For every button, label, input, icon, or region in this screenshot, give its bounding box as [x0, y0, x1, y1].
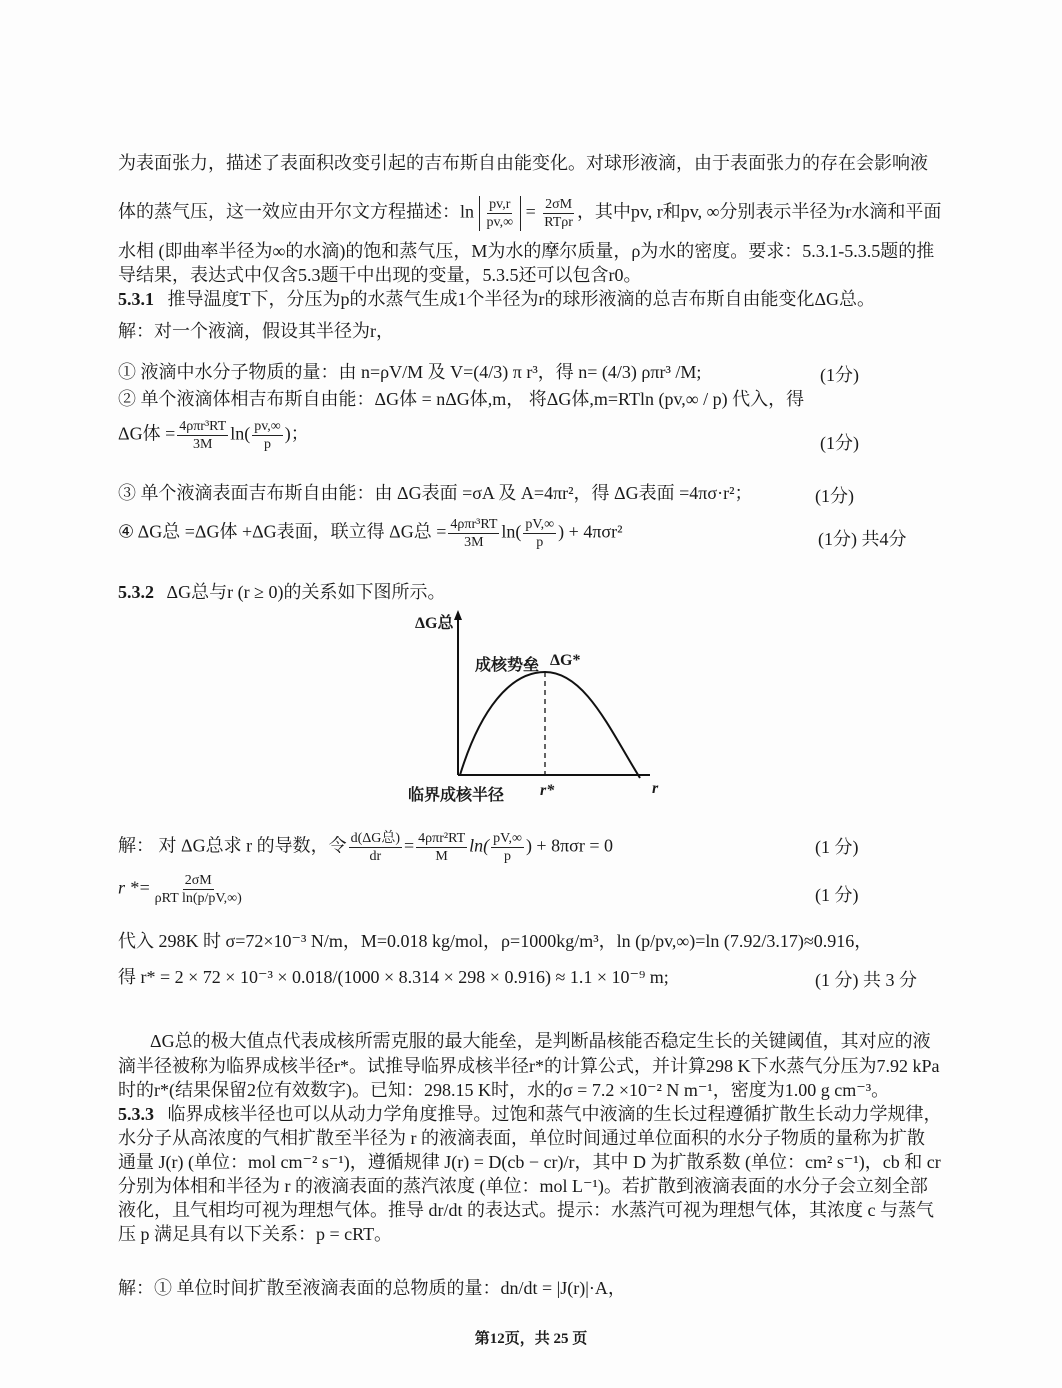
- kelvin-rhs-numerator: 2σM: [545, 197, 573, 212]
- numerator: 4ρπr²RT: [418, 831, 466, 846]
- numerator: 2σM: [184, 873, 212, 888]
- intro-line-2: 体的蒸气压，这一效应由开尔文方程描述：ln $\frac{pv,r}{pv,\infty}$ = $\frac{2\sigma M}{\text{RTρr}}$ ，其中pv, r和pv, ∞分别表示半径为r水滴和平面: [118, 197, 942, 230]
- question-text: ΔG总与r (r ≥ 0)的关系如下图所示。: [166, 582, 446, 602]
- score: (1分): [815, 486, 854, 506]
- equals: =: [404, 835, 415, 856]
- y-axis-label: ΔG总: [415, 615, 454, 632]
- text: 体的蒸气压，这一效应由开尔文方程描述：ln: [118, 201, 474, 222]
- score: (1 分) 共 3 分: [815, 970, 917, 990]
- text: ，其中pv, r和pv, ∞分别表示半径为r水滴和平面: [576, 201, 942, 222]
- lhs: r *=: [118, 877, 151, 898]
- kelvin-numerator: pv,r: [489, 197, 511, 212]
- ln: ln(: [469, 835, 490, 856]
- numerator: pV,∞: [525, 517, 555, 532]
- numerator: d(ΔG总): [350, 831, 401, 846]
- solution-result: 得 r* = 2 × 72 × 10⁻³ × 0.018/(1000 × 8.314 × 298 × 0.916) ≈ 1.1 × 10⁻⁹ m;: [118, 967, 669, 987]
- solution-derivative: [118, 830, 613, 865]
- paragraph-line-3: 时的r*(结果保留2位有效数字)。已知：298.15 K时，水的σ = 7.2 ×10⁻² N m⁻¹，密度为1.00 g cm⁻³。: [118, 1080, 890, 1100]
- score: (1 分): [815, 885, 859, 905]
- step-4: [118, 516, 623, 551]
- intro-line-3: 水相 (即曲率半径为∞的水滴)的饱和蒸气压，M为水的摩尔质量，ρ为水的密度。要求：5.3.1-5.3.5题的推: [118, 241, 935, 261]
- kelvin-rhs-denominator: RTρr: [544, 215, 573, 230]
- barrier-label: 成核势垒: [475, 657, 540, 674]
- numerator: 4ρπr³RT: [179, 419, 227, 434]
- question-5-3-3: [118, 1103, 942, 1125]
- question-5-3-2: [118, 581, 445, 603]
- step-3: ③ 单个液滴表面吉布斯自由能：由 ΔG表面 =σA 及 A=4πr²，得 ΔG表面 =4πσ·r²；: [118, 483, 753, 503]
- question-5-3-1: [118, 288, 875, 310]
- energy-curve: [460, 672, 640, 778]
- lhs: ΔG体 =: [118, 423, 176, 444]
- numerator: 4ρπr³RT: [450, 517, 498, 532]
- denominator: 3M: [192, 437, 213, 452]
- paragraph-line-2: 滴半径被称为临界成核半径r*。试推导临界成核半径r*的计算公式，并计算298 K下水蒸气分压为7.92 kPa: [118, 1056, 940, 1076]
- q533-line-5: 液化，且气相均可视为理想气体。推导 dr/dt 的表达式。提示：水蒸汽可视为理想气体，其浓度 c 与蒸气: [118, 1200, 934, 1220]
- y-axis-arrow-icon: [454, 610, 462, 620]
- rstar-label: r*: [540, 782, 555, 799]
- question-number: 5.3.2: [118, 582, 154, 602]
- ln: ln(: [501, 521, 522, 542]
- peak-label: ΔG*: [550, 652, 581, 669]
- kelvin-denominator: pv,∞: [486, 215, 514, 230]
- question-text: 临界成核半径也可以从动力学角度推导。过饱和蒸气中液滴的生长过程遵循扩散生长动力学规律，: [167, 1104, 942, 1124]
- step-2: ② 单个液滴体相吉布斯自由能：ΔG体 = nΔG体,m， 将ΔG体,m=RTln (pv,∞ / p) 代入，得: [118, 389, 805, 409]
- question-text: 推导温度T下，分压为p的水蒸气生成1个半径为r的球形液滴的总吉布斯自由能变化ΔG总。: [167, 289, 876, 309]
- intro-line-4: 导结果，表达式中仅含5.3题干中出现的变量，5.3.5还可以包含r0。: [118, 265, 642, 285]
- q533-solution-1: 解：① 单位时间扩散至液滴表面的总物质的量：dn/dt = |J(r)|·A，: [118, 1278, 626, 1298]
- denominator: p: [263, 437, 271, 452]
- text: ) + 8πσr = 0: [525, 835, 614, 856]
- solution-rstar: [118, 872, 246, 907]
- denominator: p: [504, 849, 512, 864]
- denominator: dr: [369, 849, 382, 864]
- numerator: pv,∞: [254, 419, 281, 434]
- question-number: 5.3.3: [118, 1104, 154, 1124]
- numerator: pV,∞: [493, 831, 522, 846]
- solution-substitution: 代入 298K 时 σ=72×10⁻³ N/m，M=0.018 kg/mol，ρ=1000kg/m³，ln (p/pv,∞)=ln (7.92/3.17)≈0.916，: [118, 931, 873, 951]
- q533-line-6: 压 p 满足具有以下关系：p = cRT。: [118, 1224, 393, 1244]
- denominator: 3M: [464, 535, 484, 550]
- q533-line-4: 分别为体相和半径为 r 的液滴表面的蒸汽浓度 (单位：mol L⁻¹)。若扩散到液滴表面的水分子会立刻全部: [118, 1176, 928, 1196]
- page-footer: 第12页，共 25 页: [474, 1331, 588, 1347]
- solution-intro: 解：对一个液滴，假设其半径为r，: [118, 321, 394, 341]
- q533-line-2: 水分子从高浓度的气相扩散至半径为 r 的液滴表面，单位时间通过单位面积的水分子物质的量称为扩散: [118, 1128, 925, 1148]
- text: 解： 对 ΔG总求 r 的导数，令: [118, 835, 347, 856]
- text: ④ ΔG总 =ΔG体 +ΔG表面，联立得 ΔG总 =: [118, 521, 447, 542]
- intro-line-1: 为表面张力，描述了表面积改变引起的吉布斯自由能变化。对球形液滴，由于表面张力的存在会影响液: [118, 153, 928, 173]
- gibbs-energy-diagram: [400, 600, 680, 810]
- x-axis-label: r: [652, 780, 659, 797]
- paragraph-line-1: ΔG总的极大值点代表成核所需克服的最大能垒，是判断晶核能否稳定生长的关键阈值，其对应的液: [150, 1031, 931, 1051]
- text: )；: [284, 423, 309, 444]
- critical-radius-label: 临界成核半径: [408, 787, 505, 804]
- step-2-formula: [118, 418, 309, 453]
- kelvin-bracket: [479, 196, 522, 231]
- question-number: 5.3.1: [118, 289, 154, 309]
- score: (1 分): [815, 837, 859, 857]
- score: (1分) 共4分: [818, 529, 907, 549]
- text: ) + 4πσr²: [558, 521, 623, 542]
- step-1: ① 液滴中水分子物质的量：由 n=ρV/M 及 V=(4/3) π r³，得 n= (4/3) ρπr³ /M;: [118, 362, 702, 382]
- score: (1分): [820, 433, 859, 453]
- denominator: p: [536, 535, 544, 550]
- score: (1分): [820, 365, 859, 385]
- ln: ln(: [230, 423, 251, 444]
- denominator: M: [435, 849, 448, 864]
- q533-line-3: 通量 J(r) (单位：mol cm⁻² s⁻¹)，遵循规律 J(r) = D(cb − cr)/r，其中 D 为扩散系数 (单位：cm² s⁻¹)，cb 和 cr: [118, 1152, 941, 1172]
- denominator: ρRT ln(p/pV,∞): [154, 891, 242, 906]
